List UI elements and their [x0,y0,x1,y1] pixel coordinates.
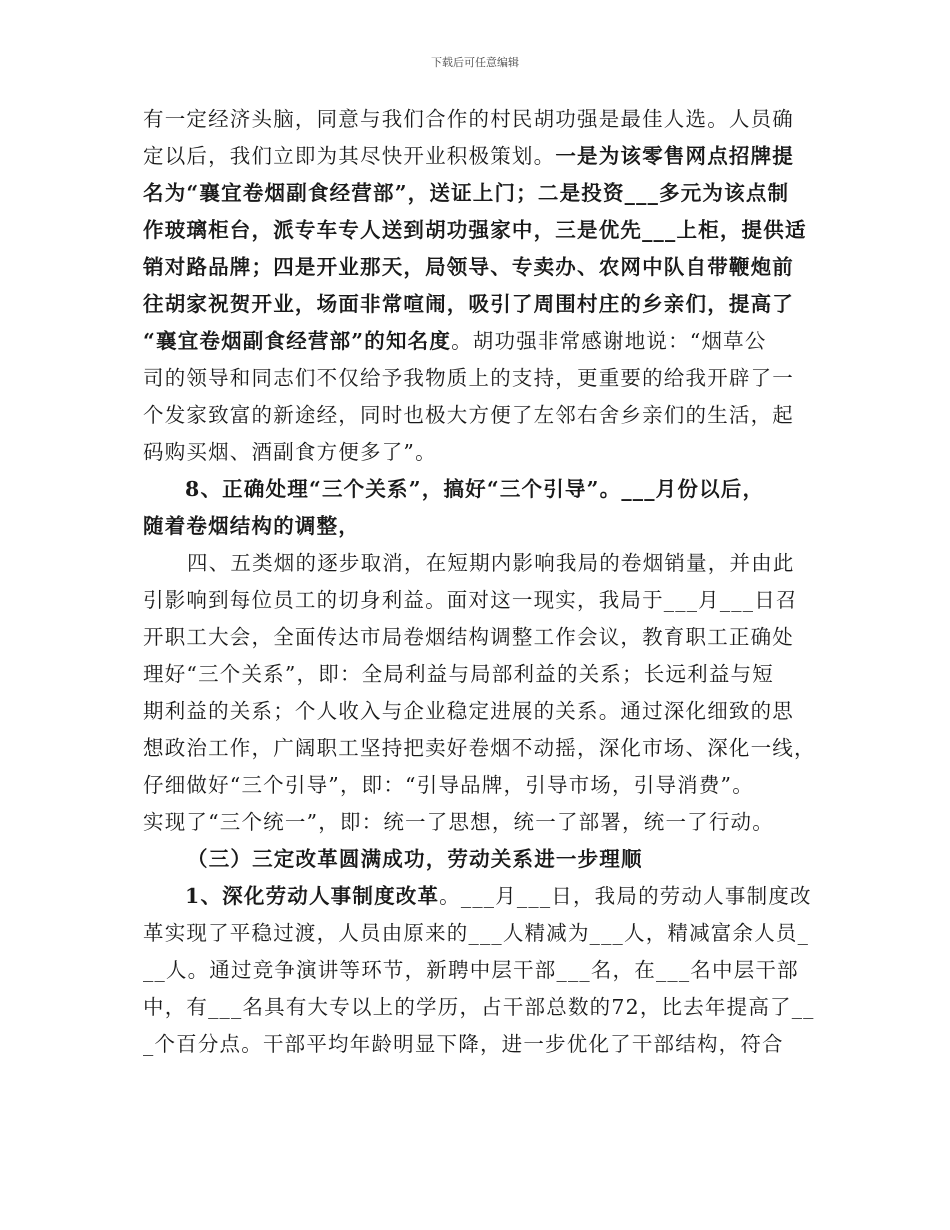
text-run: 个发家致富的新途经，同时也极大方便了左邻右舍乡亲们的生活，起 [143,403,794,427]
text-line [143,508,833,545]
bold-text-run: “襄宜卷烟副食经营部”的知名度 [143,329,452,353]
text-line [143,101,833,138]
text-run: __人。通过竞争演讲等环节，新聘中层干部___名，在___名中层干部 [143,958,799,982]
text-line [143,730,833,767]
text-line [143,841,833,878]
text-run: 想政治工作，广阔职工坚持把卖好卷烟不动摇，深化市场、深化一线， [143,736,816,760]
text-line [143,989,833,1026]
text-line [143,434,833,471]
bold-text-run: 8、正确处理“三个关系”，搞好“三个引导”。___月份以后， [185,477,765,501]
text-run: 理好“三个关系”，即：全局利益与局部利益的关系；长远利益与短 [143,662,774,686]
text-line [143,767,833,804]
bold-text-run: 一是为该零售网点招牌提 [555,144,795,168]
text-line [143,545,833,582]
text-line [143,1026,833,1063]
text-run: 革实现了平稳过渡，人员由原来的___人精减为___人，精减富余人员_ [143,921,810,945]
bold-text-run: 往胡家祝贺开业，场面非常喧闹，吸引了周围村庄的乡亲们，提高了 [143,292,794,316]
text-line [143,249,833,286]
document-body [143,101,833,1063]
text-run: 开职工大会，全面传达市局卷烟结构调整工作会议，教育职工正确处 [143,625,794,649]
text-line [143,360,833,397]
bold-text-run: 随着卷烟结构的调整， [143,514,360,538]
page-header: 下载后可任意编辑 [431,56,519,69]
text-line [143,175,833,212]
text-run: 中，有___名具有大专以上的学历，占干部总数的72，比去年提高了__ [143,995,815,1019]
bold-text-run: （三）三定改革圆满成功，劳动关系进一步理顺 [187,847,643,871]
text-line [143,952,833,989]
text-run: 码购买烟、酒副食方便多了”。 [143,440,437,464]
text-line [143,286,833,323]
text-line [143,582,833,619]
text-run: 期利益的关系；个人收入与企业稳定进展的关系。通过深化细致的思 [143,699,794,723]
text-line [143,804,833,841]
text-run: 仔细做好“三个引导”，即：“引导品牌，引导市场，引导消费”。 [143,773,754,797]
text-run: 定以后，我们立即为其尽快开业积极策划。 [143,144,556,168]
text-run: 。___月___日，我局的劳动人事制度改 [439,884,812,908]
text-line [143,693,833,730]
text-line [143,138,833,175]
text-line [143,471,833,508]
bold-text-run: 1、深化劳动人事制度改革 [185,884,440,908]
text-run: 引影响到每位员工的切身利益。面对这一现实，我局于___月___日召 [143,588,798,612]
text-run: 司的领导和同志们不仅给予我物质上的支持，更重要的给我开辟了一 [143,366,794,390]
text-line [143,397,833,434]
text-line [143,619,833,656]
text-run: 有一定经济头脑，同意与我们合作的村民胡功强是最佳人选。人员确 [143,107,794,131]
text-run: _个百分点。干部平均年龄明显下降，进一步优化了干部结构，符合 [143,1032,784,1056]
bold-text-run: 名为“襄宜卷烟副食经营部”，送证上门；二是投资___多元为该点制 [143,181,790,205]
text-line [143,915,833,952]
text-line [143,212,833,249]
bold-text-run: 销对路品牌；四是开业那天，局领导、专卖办、农网中队自带鞭炮前 [143,255,794,279]
text-line [143,878,833,915]
text-run: 。胡功强非常感谢地说：“烟草公 [451,329,767,353]
text-run: 四、五类烟的逐步取消，在短期内影响我局的卷烟销量，并由此 [187,551,795,575]
bold-text-run: 作玻璃柜台，派专车专人送到胡功强家中，三是优先___上柜，提供适 [143,218,807,242]
text-line [143,323,833,360]
text-line [143,656,833,693]
text-run: 实现了“三个统一”，即：统一了思想，统一了部署，统一了行动。 [143,810,774,834]
